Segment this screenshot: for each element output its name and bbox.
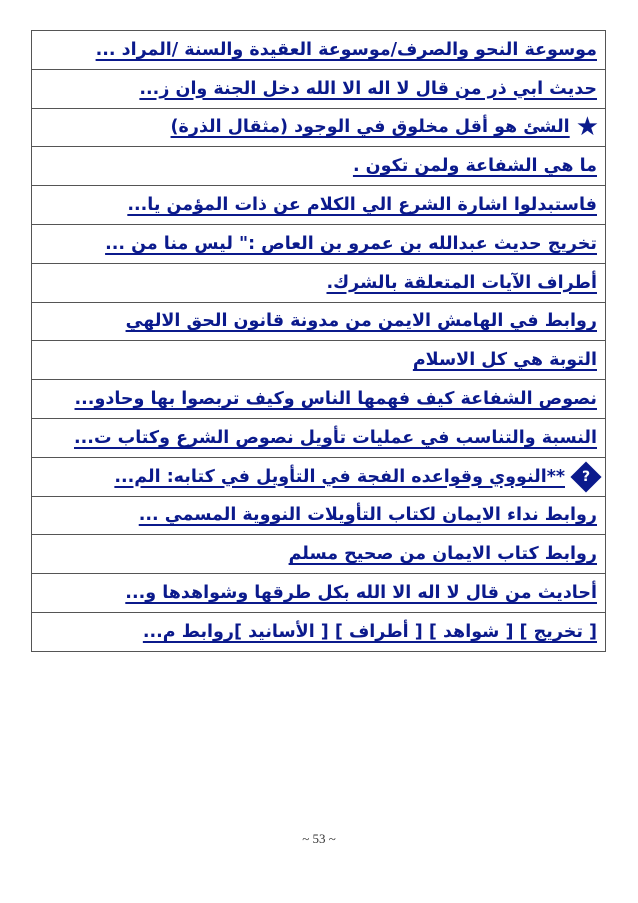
star-icon: ★ [575,112,599,143]
list-item [31,264,606,303]
link-item[interactable]: أحاديث من قال لا اله الا الله بكل طرقها وشواهدها و... [125,583,597,604]
list-item [31,147,606,186]
link-item[interactable]: تخريج حديث عبدالله بن عمرو بن العاص :" ليس منا من ... [105,233,597,254]
link-item[interactable]: روابط نداء الايمان لكتاب التأويلات النووية المسمي ... [138,505,597,526]
list-item [31,613,606,652]
list-item [31,497,606,536]
link-item[interactable]: روابط كتاب الايمان من صحيح مسلم [288,544,597,565]
link-item[interactable]: أطراف الآيات المتعلقة بالشرك. [326,272,597,293]
link-item[interactable]: روابط في الهامش الايمن من مدونة قانون الحق الالهي [125,311,597,332]
list-item [31,419,606,458]
page-number: ~ 53 ~ [302,831,336,846]
list-item [31,341,606,380]
link-item[interactable]: ما هي الشفاعة ولمن تكون . [352,156,597,177]
replacement-char-icon [570,461,601,492]
list-item [31,225,606,264]
link-item[interactable]: النسبة والتناسب في عمليات تأويل نصوص الشرع وكتاب ت... [74,427,597,448]
link-item[interactable]: الشئ هو أقل مخلوق في الوجود (مثقال الذرة) [170,117,570,138]
link-item[interactable]: نصوص الشفاعة كيف فهمها الناس وكيف تربصوا بها وحادو... [74,389,597,410]
link-item[interactable]: التوبة هي كل الاسلام [412,350,597,371]
replacement-char-glyph: ? [581,468,591,485]
link-item[interactable]: **النووي وقواعده الفجة في التأويل في كتابه: الم... [114,466,565,487]
list-item [31,380,606,419]
link-list [31,30,606,652]
link-item[interactable]: [ تخريج ] [ شواهد ] [ أطراف ] [ الأسانيد ]روابط م... [142,621,597,642]
list-item [31,109,606,148]
list-item [31,31,606,70]
list-item [31,70,606,109]
link-item[interactable]: حديث ابي ذر من قال لا اله الا الله دخل الجنة وان ز... [139,78,597,99]
list-item [31,535,606,574]
list-item [31,574,606,613]
link-item[interactable]: موسوعة النحو والصرف/موسوعة العقيدة والسنة /المراد ... [95,39,597,60]
list-item [31,458,606,497]
link-item[interactable]: فاستبدلوا اشارة الشرع الي الكلام عن ذات المؤمن يا... [127,195,597,216]
list-item [31,303,606,342]
list-item [31,186,606,225]
